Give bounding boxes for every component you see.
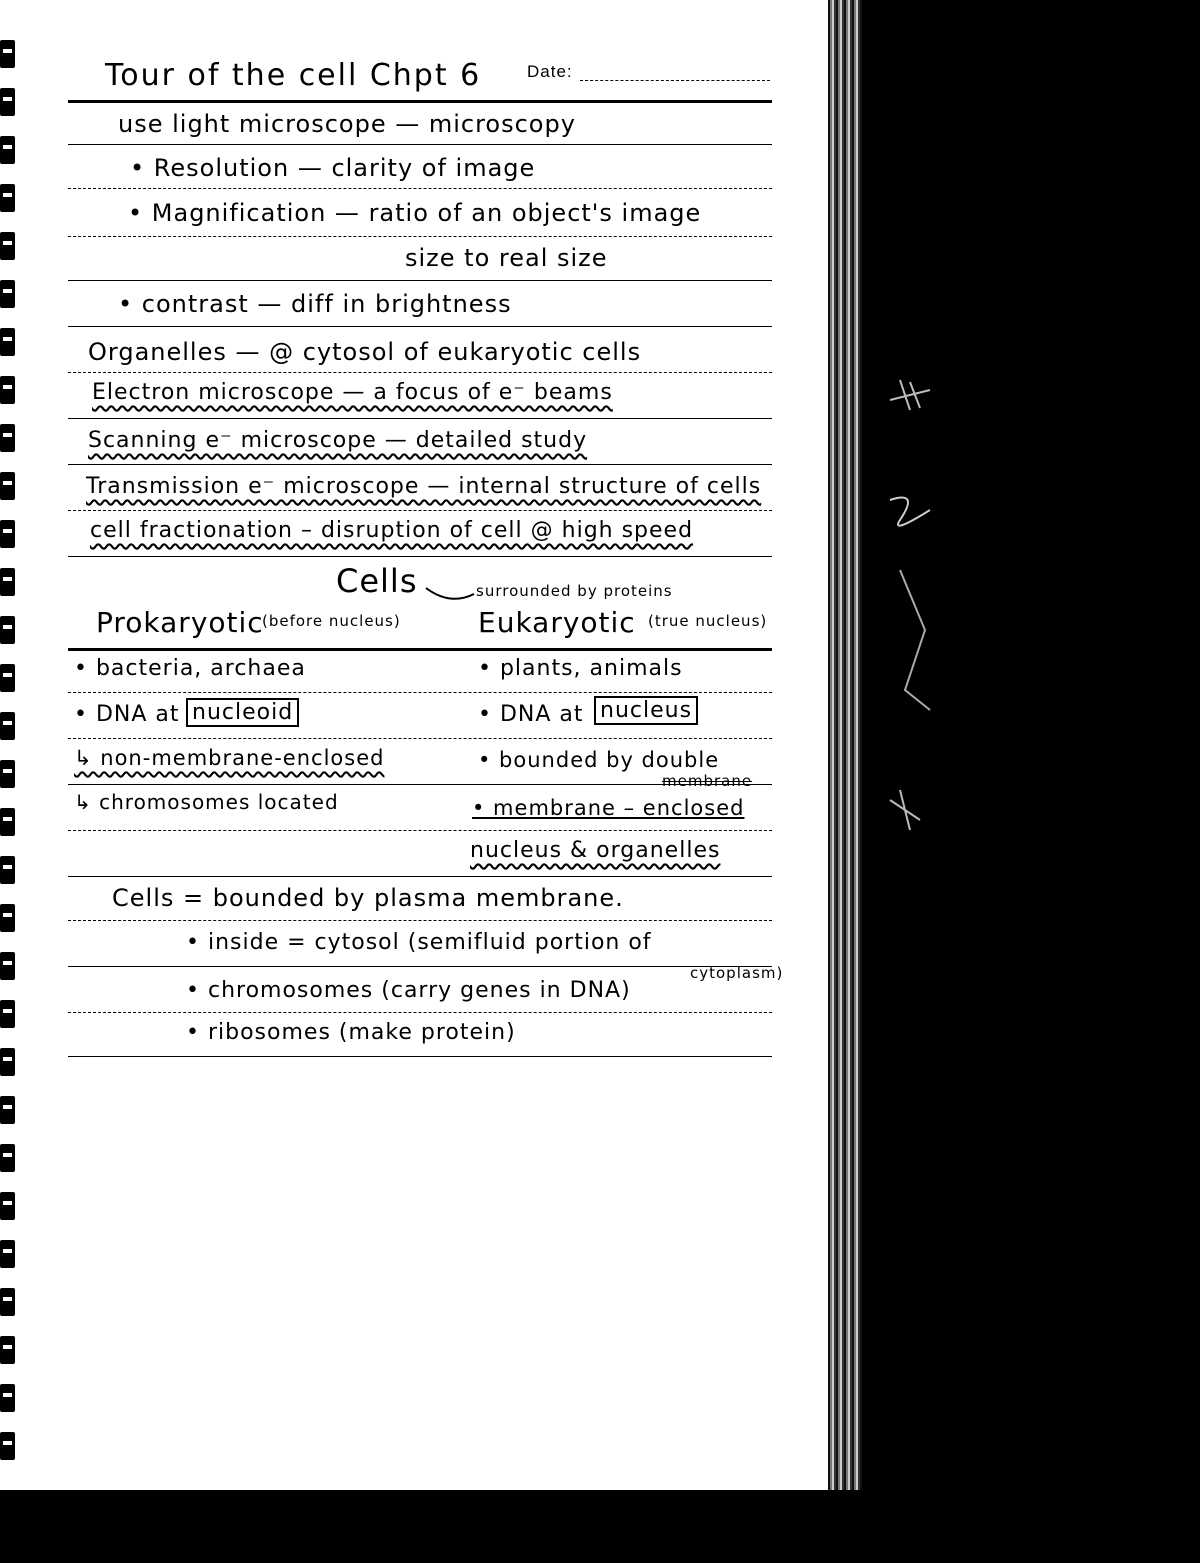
ruled-line [68,1012,772,1013]
prokaryotic-item: ↳ chromosomes located [74,790,339,814]
date-line [580,80,770,81]
note-line: cell fractionation – disruption of cell @ high speed [90,518,694,543]
summary-line: • inside = cytosol (semifluid portion of [186,930,652,955]
prokaryotic-item: • DNA at [74,702,180,727]
note-line: • Resolution — clarity of image [130,154,536,182]
summary-line: Cells = bounded by plasma membrane. [112,884,624,912]
eukaryotic-item: nucleus & organelles [470,838,721,863]
ruled-line [68,510,772,511]
note-line: Electron microscope — a focus of e⁻ beams [92,380,613,405]
note-line: • contrast — diff in brightness [118,290,512,318]
summary-line: • chromosomes (carry genes in DNA) [186,978,631,1003]
ruled-line [68,784,772,785]
prokaryotic-subheading: (before nucleus) [262,612,401,630]
ruled-line [68,876,772,877]
ruled-line [68,556,772,557]
summary-line: • ribosomes (make protein) [186,1020,516,1045]
eukaryotic-item: • membrane – enclosed [472,796,745,820]
eukaryotic-heading: Eukaryotic [478,606,636,639]
note-line: size to real size [405,244,608,272]
arrow-icon [424,584,476,604]
eukaryotic-item-boxed: nucleus [594,696,698,725]
note-line: Transmission e⁻ microscope — internal structure of cells [86,474,762,499]
eukaryotic-item: • plants, animals [478,656,683,681]
note-line: • Magnification — ratio of an object's image [128,199,702,227]
prokaryotic-item: • bacteria, archaea [74,656,306,681]
prokaryotic-heading: Prokaryotic [96,606,264,639]
ruled-line [68,692,772,693]
ruled-line [68,280,772,281]
date-label: Date: [527,62,573,81]
summary-superscript: cytoplasm) [690,964,784,982]
ruled-line [68,830,772,831]
page-title: Tour of the cell Chpt 6 [105,58,482,93]
ruled-line [68,738,772,739]
ruled-line [68,1056,772,1057]
ruled-line [68,326,772,327]
cells-heading: Cells [336,562,418,600]
eukaryotic-item: • bounded by double [478,748,720,772]
ruled-line [68,920,772,921]
cells-annotation: surrounded by proteins [476,582,673,600]
prokaryotic-item-boxed: nucleoid [186,698,299,727]
header-rule [68,100,772,103]
ruled-line [68,188,772,189]
background-scribble [880,370,950,850]
prokaryotic-item: ↳ non-membrane-enclosed [74,746,385,770]
ruled-line [68,236,772,237]
note-line: Scanning e⁻ microscope — detailed study [88,428,588,453]
eukaryotic-subheading: (true nucleus) [648,612,768,630]
eukaryotic-item: membrane [662,772,753,790]
ruled-line [68,372,772,373]
spiral-binding [0,40,16,1480]
ruled-line [68,464,772,465]
ruled-line [68,144,772,145]
ruled-line [68,648,772,651]
note-line: use light microscope — microscopy [118,110,576,138]
ruled-line [68,966,772,967]
ruled-line [68,418,772,419]
eukaryotic-item: • DNA at [478,702,584,727]
note-line: Organelles — @ cytosol of eukaryotic cells [88,338,642,366]
page-edge-shadow [828,0,862,1490]
